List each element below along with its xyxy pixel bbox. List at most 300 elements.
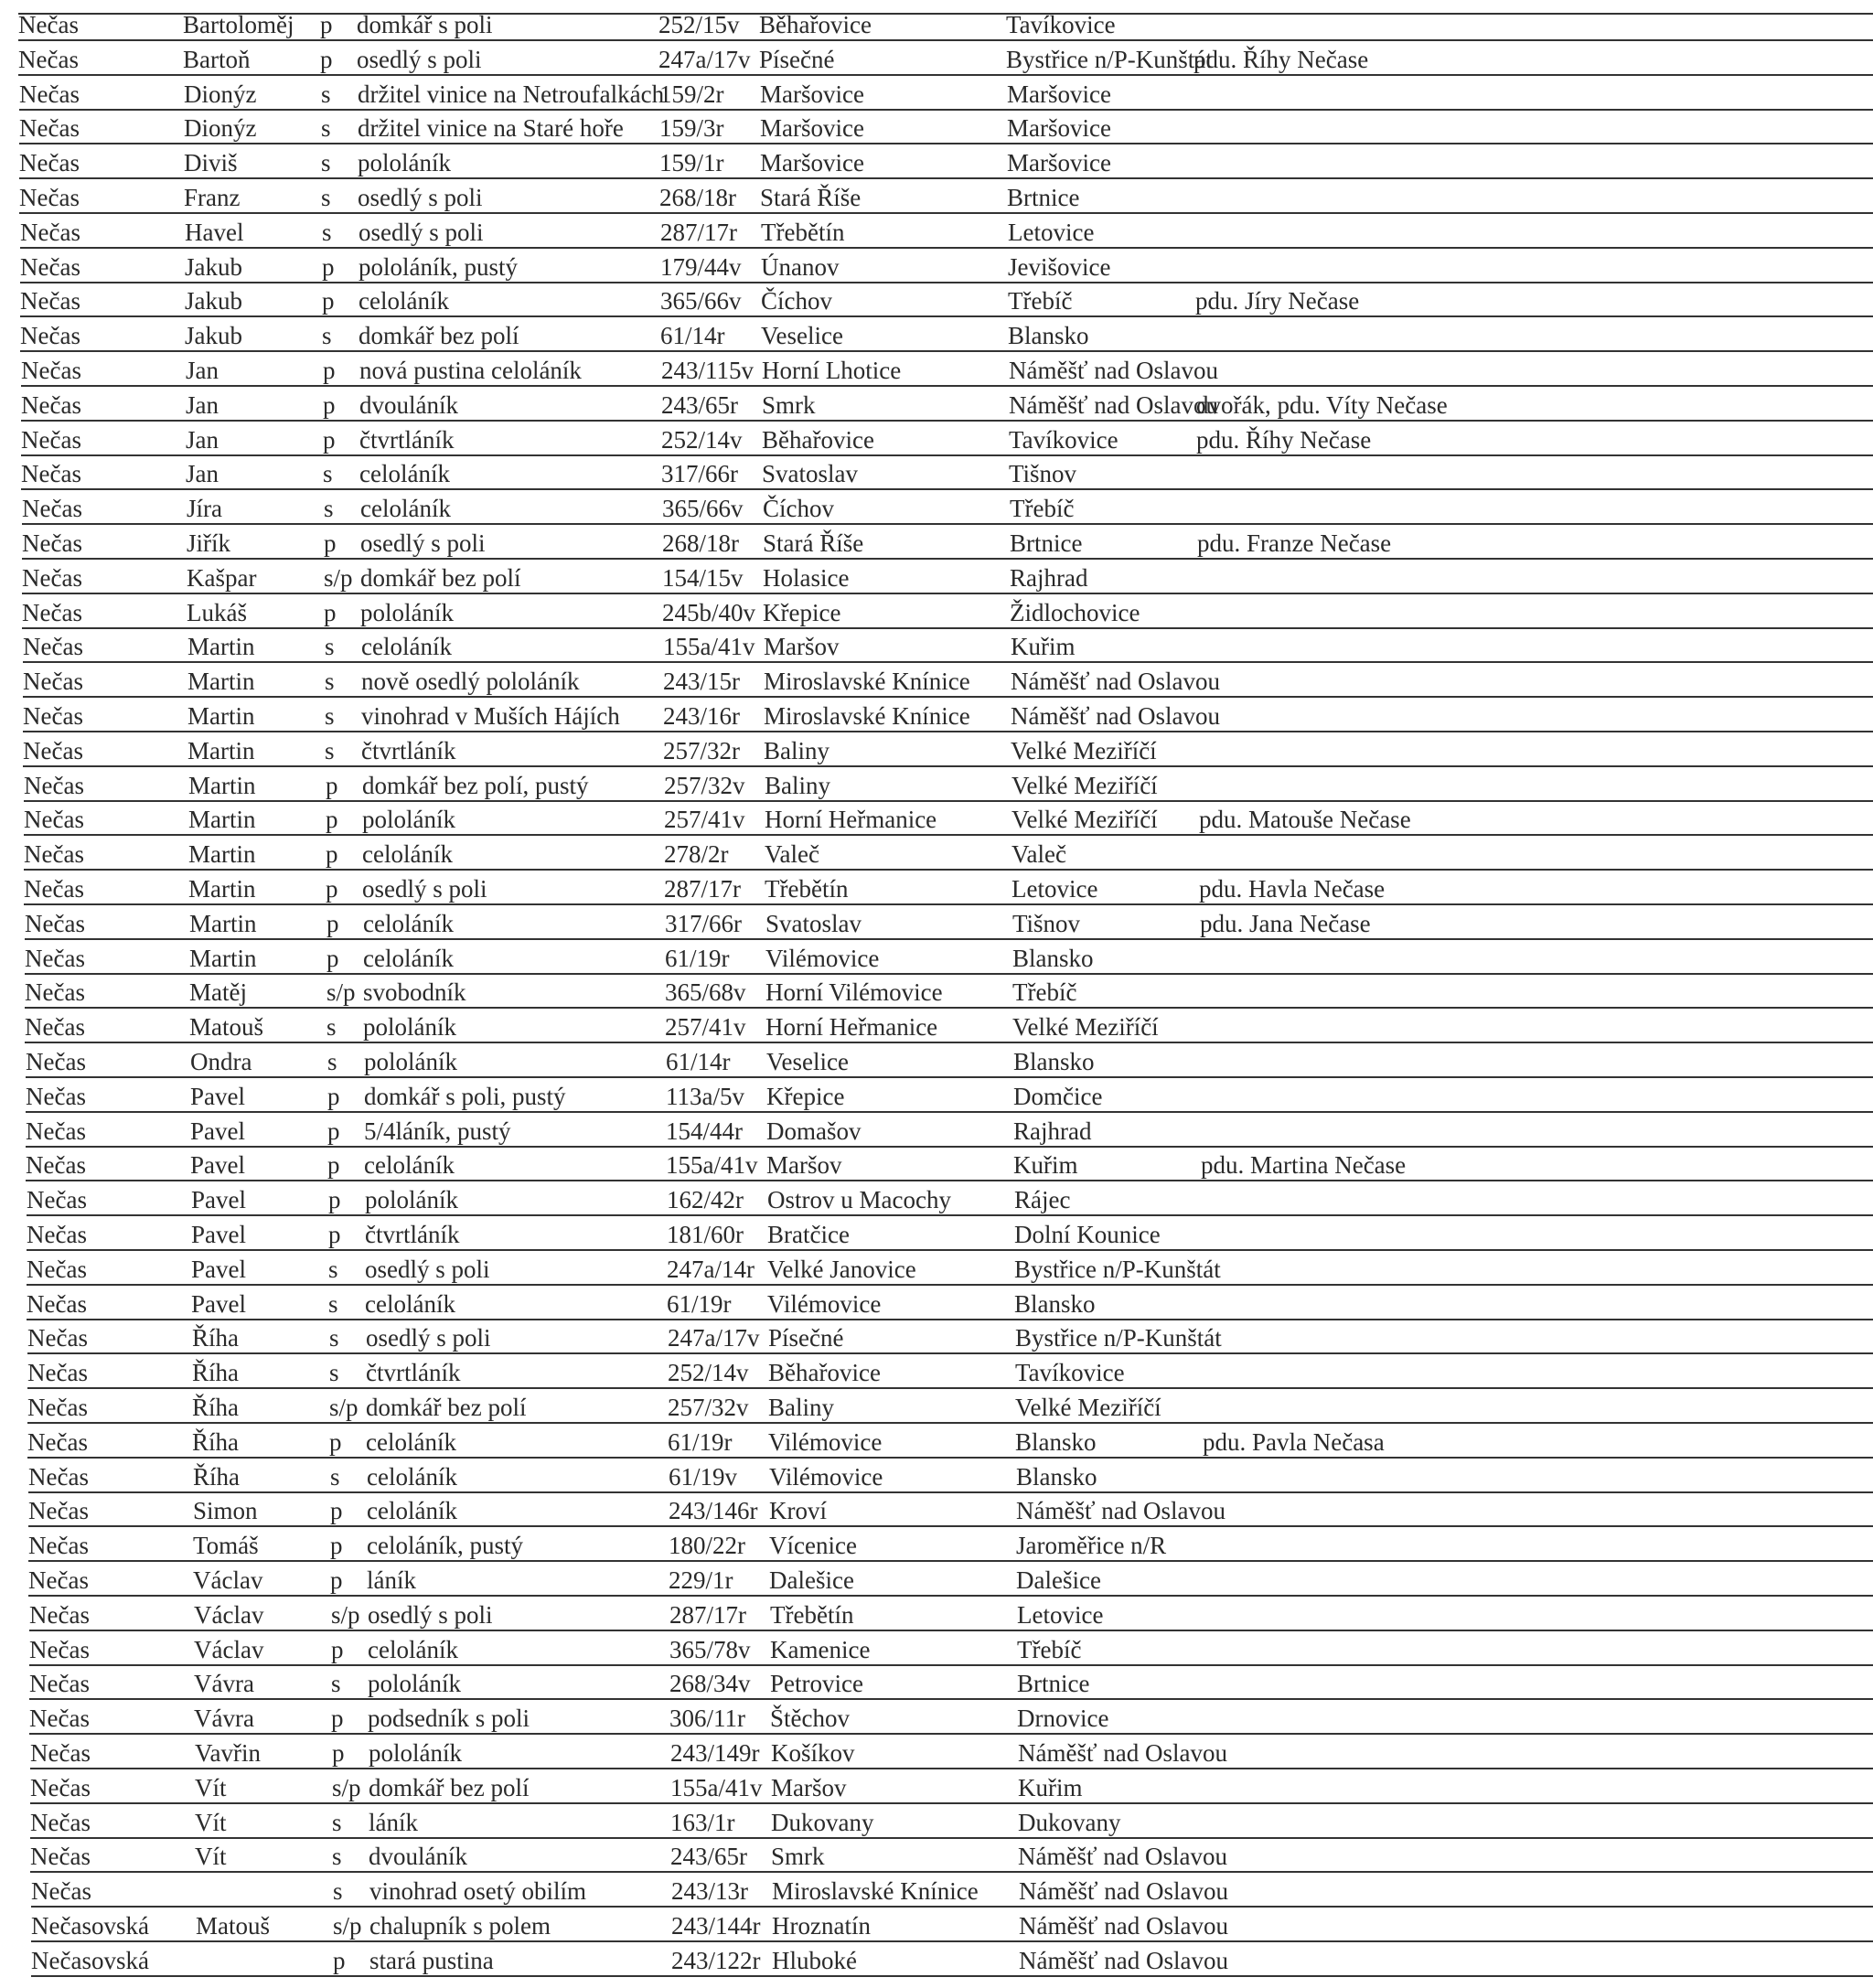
cell-village: Kamenice [770,1636,871,1663]
cell-note: dvořák, pdu. Víty Nečase [1196,391,1448,419]
cell-village: Horní Lhotice [762,357,902,384]
cell-status: p [322,287,335,315]
cell-given-name: Jakub [185,253,242,281]
table-row [29,1666,1873,1700]
cell-status: s [321,114,331,142]
cell-status: p [322,253,335,281]
table-row [24,837,1873,871]
row-rule [19,212,1873,214]
cell-folio: 243/122r [671,1947,761,1974]
cell-estate: Rájec [1014,1186,1071,1213]
row-rule [26,1111,1873,1113]
cell-village: Třebětín [770,1601,854,1629]
cell-village: Stará Říše [763,529,864,557]
cell-village: Maršovice [760,80,864,108]
table-row [30,1736,1873,1769]
cell-surname: Nečas [21,357,81,384]
cell-folio: 61/19r [667,1290,732,1318]
cell-estate: Maršovice [1007,149,1111,176]
cell-given-name: Říha [192,1428,239,1456]
row-rule [23,731,1873,732]
cell-note: pdu. Říhy Nečase [1196,426,1372,454]
cell-holding: celoláník [368,1636,458,1663]
cell-estate: Třebíč [1008,287,1073,315]
cell-folio: 257/32v [664,772,745,799]
cell-given-name: Říha [193,1463,240,1491]
cell-given-name: Vít [195,1843,227,1870]
cell-estate: Bystřice n/P-Kunštát [1014,1256,1221,1283]
cell-surname: Nečas [23,668,83,695]
cell-holding: domkář s poli, pustý [364,1083,566,1110]
cell-village: Vilémovice [765,945,880,972]
cell-status: p [320,46,333,73]
cell-folio: 154/15v [662,564,744,592]
cell-status: p [323,391,336,419]
cell-estate: Velké Meziříčí [1011,772,1158,799]
cell-holding: osedlý s poli [358,184,483,211]
cell-village: Číchov [763,495,834,522]
cell-holding: pololáník [364,1048,457,1075]
cell-holding: domkář bez polí [369,1774,530,1801]
cell-folio: 243/15r [663,668,740,695]
cell-note: pdu. Říhy Nečase [1193,46,1369,73]
cell-village: Maršov [771,1774,847,1801]
cell-surname: Nečas [29,1636,90,1663]
cell-status: p [324,599,337,626]
cell-estate: Náměšť nad Oslavou [1009,357,1218,384]
cell-folio: 306/11r [669,1705,745,1732]
cell-status: s/p [326,978,356,1006]
cell-given-name: Dionýz [184,80,257,108]
cell-estate: Třebíč [1012,978,1077,1006]
cell-note: pdu. Franze Nečase [1197,529,1392,557]
row-rule [29,1630,1873,1631]
cell-estate: Náměšť nad Oslavou [1018,1843,1227,1870]
cell-estate: Velké Meziříčí [1011,806,1158,833]
cell-holding: osedlý s poli [368,1601,493,1629]
table-row [18,7,1873,41]
cell-folio: 154/44r [666,1117,743,1145]
row-rule [27,1249,1873,1251]
cell-surname: Nečas [29,1670,90,1697]
row-rule [27,1214,1873,1216]
table-row [30,1839,1873,1873]
table-row [28,1528,1873,1562]
cell-status: s [325,668,335,695]
cell-village: Dukovany [771,1809,874,1836]
cell-given-name: Jan [186,460,219,487]
cell-village: Maršovice [760,149,864,176]
cell-status: s [327,1048,337,1075]
cell-surname: Nečas [26,1117,86,1145]
cell-given-name: Tomáš [193,1532,259,1559]
cell-folio: 243/65r [670,1843,747,1870]
cell-status: s [329,1359,339,1386]
table-row [24,802,1873,836]
cell-holding: domkář s poli [357,11,493,38]
cell-surname: Nečas [25,910,85,937]
cell-given-name: Martin [187,668,255,695]
table-row [22,526,1873,560]
cell-status: p [331,1705,344,1732]
cell-village: Maršov [764,633,840,660]
row-rule [22,523,1873,525]
cell-given-name: Pavel [191,1256,246,1283]
cell-status: s [329,1324,339,1352]
cell-village: Smrk [762,391,816,419]
cell-given-name: Jakub [185,287,242,315]
cell-surname: Nečas [20,322,80,349]
cell-given-name: Říha [192,1324,239,1352]
cell-given-name: Lukáš [187,599,247,626]
cell-folio: 317/66r [661,460,738,487]
table-row [22,491,1873,525]
cell-village: Veselice [766,1048,849,1075]
cell-holding: osedlý s poli [360,529,486,557]
cell-estate: Kuřim [1013,1151,1078,1179]
table-row [23,733,1873,767]
cell-holding: celoláník [360,495,451,522]
table-row [21,353,1873,387]
cell-status: s [325,702,335,730]
cell-folio: 243/144r [671,1912,761,1940]
cell-status: s [324,495,334,522]
cell-surname: Nečas [27,1359,88,1386]
cell-estate: Blansko [1008,322,1089,349]
cell-estate: Blansko [1016,1463,1097,1491]
cell-folio: 229/1r [669,1566,733,1594]
cell-surname: Nečas [24,806,84,833]
cell-village: Vilémovice [767,1290,882,1318]
cell-village: Bratčice [767,1221,850,1248]
cell-folio: 61/19v [669,1463,738,1491]
row-rule [27,1284,1873,1286]
cell-given-name: Simon [193,1497,258,1524]
cell-village: Číchov [761,287,832,315]
cell-status: p [326,910,339,937]
cell-holding: čtvrtláník [361,737,456,764]
cell-estate: Velké Meziříčí [1015,1394,1161,1421]
table-row [25,941,1873,975]
cell-estate: Blansko [1014,1290,1096,1318]
table-row [21,388,1873,422]
table-row [23,629,1873,663]
row-rule [23,765,1873,767]
cell-surname: Nečas [21,460,81,487]
cell-status: s [330,1463,340,1491]
cell-holding: domkář bez polí [359,322,519,349]
table-row [27,1182,1873,1216]
cell-holding: domkář bez polí [360,564,521,592]
cell-status: p [326,875,338,903]
table-row [29,1701,1873,1735]
cell-folio: 245b/40v [662,599,756,626]
cell-holding: pololáník [365,1186,458,1213]
cell-holding: čtvrtláník [365,1221,460,1248]
row-rule [24,903,1873,905]
table-row [24,871,1873,905]
row-rule [28,1560,1873,1562]
cell-given-name: Pavel [191,1186,246,1213]
cell-estate: Brtnice [1017,1670,1090,1697]
cell-surname: Nečas [28,1463,89,1491]
cell-village: Běhařovice [768,1359,881,1386]
row-rule [26,1180,1873,1181]
cell-holding: osedlý s poli [359,219,484,246]
cell-given-name: Pavel [191,1290,246,1318]
table-row [22,561,1873,594]
cell-folio: 243/149r [670,1739,760,1767]
cell-village: Maršovice [760,114,864,142]
cell-given-name: Jiřík [187,529,231,557]
cell-surname: Nečas [27,1290,87,1318]
row-rule [30,1871,1873,1873]
cell-given-name: Vavřin [195,1739,261,1767]
row-rule [23,696,1873,698]
cell-village: Běhařovice [762,426,874,454]
cell-given-name: Bartoň [183,46,251,73]
cell-folio: 252/15v [658,11,740,38]
cell-status: p [330,1497,343,1524]
cell-village: Hluboké [772,1947,857,1974]
cell-holding: vinohrad osetý obilím [369,1877,586,1905]
cell-holding: pololáník [369,1739,462,1767]
cell-surname: Nečas [19,80,80,108]
cell-estate: Náměšť nad Oslavou [1011,668,1220,695]
cell-folio: 365/66v [660,287,742,315]
cell-estate: Bystřice n/P-Kunštát [1015,1324,1222,1352]
cell-village: Křepice [766,1083,845,1110]
cell-status: s/p [333,1912,362,1940]
cell-village: Vícenice [769,1532,857,1559]
cell-folio: 163/1r [670,1809,735,1836]
cell-surname: Nečas [23,702,83,730]
cell-estate: Tavíkovice [1009,426,1118,454]
cell-status: s [322,322,332,349]
cell-surname: Nečas [19,149,80,176]
cell-status: s/p [331,1601,360,1629]
cell-village: Horní Vilémovice [765,978,943,1006]
cell-status: p [326,806,338,833]
cell-surname: Nečas [27,1324,88,1352]
cell-village: Písečné [768,1324,844,1352]
cell-given-name: Dionýz [184,114,257,142]
row-rule [25,1042,1873,1043]
row-rule [21,385,1873,387]
cell-given-name: Martin [189,945,257,972]
table-row [23,664,1873,698]
cell-surname: Nečas [27,1394,88,1421]
cell-folio: 155a/41v [670,1774,763,1801]
cell-estate: Letovice [1008,219,1095,246]
cell-estate: Dukovany [1018,1809,1121,1836]
cell-estate: Velké Meziříčí [1012,1013,1159,1041]
cell-folio: 61/14r [666,1048,731,1075]
row-rule [26,1076,1873,1078]
cell-surname: Nečas [28,1566,89,1594]
cell-holding: chalupník s polem [369,1912,551,1940]
cell-status: p [324,529,337,557]
row-rule [30,1768,1873,1769]
cell-estate: Valeč [1011,840,1066,868]
cell-folio: 243/146r [669,1497,758,1524]
cell-given-name: Matěj [189,978,247,1006]
cell-status: s [325,633,335,660]
cell-folio: 257/32r [663,737,740,764]
table-row [24,768,1873,802]
cell-given-name: Havel [185,219,244,246]
row-rule [22,593,1873,594]
row-rule [29,1733,1873,1735]
cell-surname: Nečas [27,1256,87,1283]
cell-folio: 243/65r [661,391,738,419]
cell-surname: Nečas [21,391,81,419]
cell-holding: celoláník [362,840,453,868]
cell-village: Písečné [759,46,835,73]
cell-folio: 162/42r [667,1186,744,1213]
cell-holding: pololáník [362,806,455,833]
cell-status: s [321,184,331,211]
row-rule [25,938,1873,940]
cell-surname: Nečas [20,253,80,281]
table-row [18,42,1873,76]
cell-folio: 257/41v [665,1013,746,1041]
cell-status: s/p [324,564,353,592]
cell-holding: láník [369,1809,418,1836]
cell-holding: celoláník [361,633,452,660]
cell-status: p [328,1186,341,1213]
cell-given-name: Pavel [191,1221,246,1248]
cell-holding: celoláník [364,1151,455,1179]
table-row [20,215,1873,249]
cell-status: p [328,1221,341,1248]
cell-folio: 179/44v [660,253,742,281]
cell-holding: nově osedlý pololáník [361,668,580,695]
cell-given-name: Martin [187,737,255,764]
cell-note: pdu. Jana Nečase [1200,910,1371,937]
cell-folio: 181/60r [667,1221,744,1248]
table-row [20,318,1873,352]
cell-village: Baliny [768,1394,834,1421]
cell-surname: Nečas [25,978,85,1006]
cell-folio: 247a/17v [668,1324,760,1352]
cell-estate: Třebíč [1017,1636,1082,1663]
cell-surname: Nečas [22,564,82,592]
cell-surname: Nečas [24,772,84,799]
table-row [20,283,1873,317]
cell-given-name: Jakub [185,322,242,349]
cell-holding: držitel vinice na Netroufalkách [358,80,665,108]
table-row [29,1598,1873,1631]
cell-village: Vilémovice [768,1428,883,1456]
cell-status: s [321,80,331,108]
cell-surname: Nečas [29,1601,90,1629]
cell-surname: Nečas [31,1877,91,1905]
cell-folio: 268/18r [662,529,739,557]
cell-folio: 268/18r [659,184,736,211]
cell-estate: Blansko [1015,1428,1097,1456]
cell-surname: Nečas [22,495,82,522]
cell-estate: Třebíč [1010,495,1075,522]
cell-estate: Domčice [1013,1083,1103,1110]
cell-estate: Maršovice [1007,114,1111,142]
row-rule [18,39,1873,41]
cell-folio: 278/2r [664,840,729,868]
cell-given-name: Martin [188,772,256,799]
cell-folio: 365/78v [669,1636,751,1663]
cell-village: Domašov [766,1117,862,1145]
table-row [25,906,1873,940]
table-row [26,1079,1873,1113]
row-rule [19,143,1873,144]
cell-status: s [332,1843,342,1870]
cell-holding: stará pustina [369,1947,494,1974]
cell-folio: 61/19r [665,945,730,972]
cell-given-name: Vávra [194,1670,254,1697]
cell-status: p [327,1117,340,1145]
cell-folio: 247a/14r [667,1256,755,1283]
cell-surname: Nečas [27,1186,87,1213]
cell-folio: 317/66r [665,910,742,937]
cell-status: p [333,1947,346,1974]
cell-holding: čtvrtláník [366,1359,461,1386]
table-row [25,1010,1873,1043]
cell-holding: dvouláník [359,391,458,419]
cell-holding: pololáník [368,1670,461,1697]
cell-status: p [326,840,338,868]
table-row [28,1563,1873,1597]
cell-given-name: Ondra [190,1048,252,1075]
cell-given-name: Václav [193,1566,263,1594]
cell-surname: Nečasovská [31,1912,149,1940]
cell-holding: čtvrtláník [359,426,455,454]
cell-given-name: Říha [192,1359,239,1386]
cell-given-name: Martin [188,875,256,903]
cell-holding: celoláník [359,460,450,487]
cell-estate: Jaroměřice n/R [1016,1532,1167,1559]
cell-estate: Tišnov [1009,460,1077,487]
cell-village: Smrk [771,1843,825,1870]
cell-status: p [330,1532,343,1559]
cell-estate: Náměšť nad Oslavou [1019,1947,1228,1974]
cell-given-name: Vávra [194,1705,254,1732]
cell-holding: pololáník [358,149,451,176]
row-rule [20,315,1873,317]
cell-estate: Rajhrad [1013,1117,1092,1145]
cell-given-name: Matouš [189,1013,263,1041]
cell-status: p [323,357,336,384]
cell-status: s [331,1670,341,1697]
cell-status: p [327,1083,340,1110]
cell-holding: 5/4láník, pustý [364,1117,511,1145]
row-rule [31,1940,1873,1942]
cell-village: Svatoslav [765,910,862,937]
cell-status: p [327,1151,340,1179]
cell-folio: 287/17r [664,875,741,903]
cell-surname: Nečas [25,945,85,972]
cell-given-name: Pavel [190,1083,245,1110]
cell-folio: 287/17r [669,1601,746,1629]
cell-village: Únanov [761,253,840,281]
cell-surname: Nečas [22,529,82,557]
cell-holding: domkář bez polí, pustý [362,772,589,799]
cell-surname: Nečas [26,1151,86,1179]
table-row [28,1493,1873,1527]
cell-holding: celoláník [363,910,454,937]
cell-given-name: Jan [186,391,219,419]
cell-given-name: Vít [195,1809,227,1836]
cell-holding: držitel vinice na Staré hoře [358,114,624,142]
